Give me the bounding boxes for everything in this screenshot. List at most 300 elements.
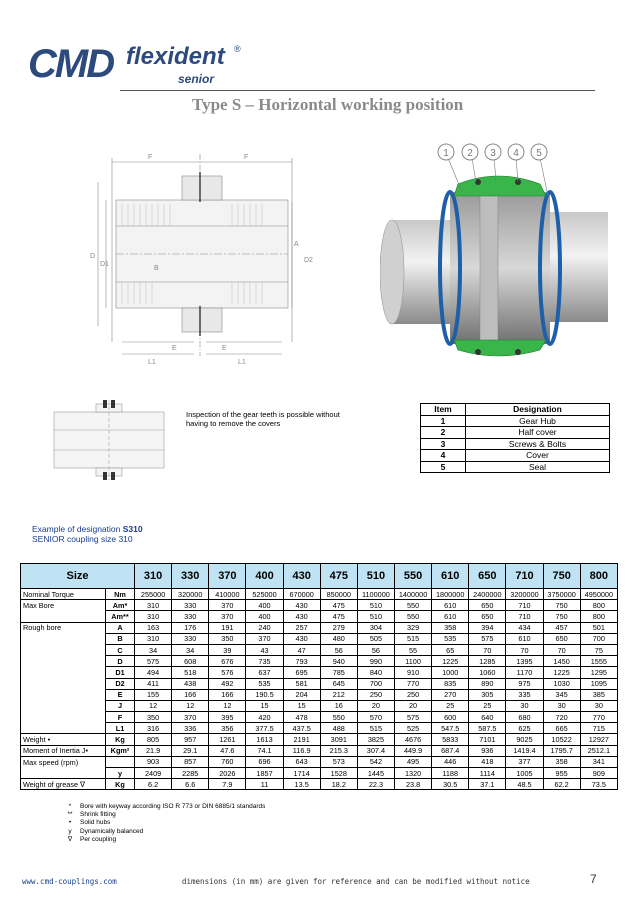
- spec-value-cell: 377: [506, 756, 543, 767]
- spec-value-cell: 750: [543, 611, 580, 622]
- spec-row: [21, 712, 618, 723]
- spec-value-cell: 1450: [543, 656, 580, 667]
- spec-value-cell: 535: [432, 633, 469, 644]
- spec-value-cell: 56: [320, 644, 357, 655]
- spec-value-cell: 1005: [506, 768, 543, 779]
- spec-value-cell: 166: [209, 689, 246, 700]
- spec-value-cell: 550: [395, 611, 432, 622]
- spec-value-cell: 25: [469, 700, 506, 711]
- spec-row: [21, 644, 618, 655]
- spec-value-cell: 676: [209, 656, 246, 667]
- spec-value-cell: 394: [469, 622, 506, 633]
- spec-value-cell: 955: [543, 768, 580, 779]
- spec-value-cell: 670000: [283, 589, 320, 600]
- footnote-line: [60, 836, 265, 844]
- spec-value-cell: 625: [506, 723, 543, 734]
- footnote-line: [60, 828, 265, 836]
- spec-value-cell: 510: [357, 600, 394, 611]
- spec-value-cell: 505: [357, 633, 394, 644]
- size-header-cell: 475: [320, 564, 357, 589]
- spec-value-cell: 358: [432, 622, 469, 633]
- spec-value-cell: 13.5: [283, 779, 320, 790]
- logo-product-text: flexident: [126, 43, 225, 70]
- spec-value-cell: 255000: [135, 589, 172, 600]
- designation-row: [421, 427, 610, 439]
- dim-label-d2: D2: [304, 257, 313, 264]
- spec-value-cell: 687.4: [432, 745, 469, 756]
- page-title: Type S – Horizontal working position: [192, 95, 464, 114]
- spec-value-cell: 23.8: [395, 779, 432, 790]
- spec-value-cell: 610: [432, 611, 469, 622]
- spec-value-cell: 770: [580, 712, 617, 723]
- designation-item-name: Half cover: [466, 427, 610, 439]
- spec-value-cell: 1225: [432, 656, 469, 667]
- spec-value-cell: 7101: [469, 734, 506, 745]
- example-prefix: Example of designation: [32, 524, 123, 534]
- spec-value-cell: 480: [320, 633, 357, 644]
- bolt: [103, 472, 107, 480]
- spec-value-cell: 430: [283, 600, 320, 611]
- spec-value-cell: 1555: [580, 656, 617, 667]
- spec-value-cell: 700: [357, 678, 394, 689]
- spec-value-cell: 400: [246, 600, 283, 611]
- spec-value-cell: 650: [469, 600, 506, 611]
- spec-value-cell: 400: [246, 611, 283, 622]
- spec-value-cell: 12: [172, 700, 209, 711]
- spec-value-cell: 310: [135, 611, 172, 622]
- spec-value-cell: 488: [320, 723, 357, 734]
- bolt: [103, 400, 107, 408]
- spec-row: [21, 667, 618, 678]
- spec-value-cell: 640: [469, 712, 506, 723]
- spec-value-cell: 2026: [209, 768, 246, 779]
- spec-value-cell: 336: [172, 723, 209, 734]
- footnote-text: Bore with keyway according ISO R 773 or DIN 6885/1 standards: [80, 803, 266, 810]
- designation-row: [421, 461, 610, 473]
- spec-value-cell: 212: [320, 689, 357, 700]
- spec-row-unit: J: [106, 700, 135, 711]
- spec-value-cell: 850000: [320, 589, 357, 600]
- logo-registered-mark: ®: [234, 44, 241, 54]
- cross-section-drawing: [82, 142, 322, 368]
- spec-value-cell: 176: [172, 622, 209, 633]
- spec-value-cell: 410000: [209, 589, 246, 600]
- spec-row: [21, 600, 618, 611]
- spec-value-cell: 542: [357, 756, 394, 767]
- spec-value-cell: 4676: [395, 734, 432, 745]
- spec-value-cell: 358: [543, 756, 580, 767]
- spec-value-cell: 166: [172, 689, 209, 700]
- spec-row: [21, 756, 618, 767]
- spec-value-cell: 430: [283, 633, 320, 644]
- logo-line-text: senior: [178, 72, 215, 86]
- spec-row-label: Max speed (rpm): [21, 756, 106, 767]
- spec-value-cell: 510: [357, 611, 394, 622]
- spec-value-cell: 665: [543, 723, 580, 734]
- spec-value-cell: 1170: [506, 667, 543, 678]
- spec-value-cell: 535: [246, 678, 283, 689]
- spec-value-cell: 21.9: [135, 745, 172, 756]
- spec-row: [21, 633, 618, 644]
- spec-value-cell: 576: [209, 667, 246, 678]
- designation-item-number: 3: [421, 438, 466, 450]
- spec-value-cell: 1795.7: [543, 745, 580, 756]
- spec-value-cell: 250: [357, 689, 394, 700]
- spec-value-cell: 1100: [395, 656, 432, 667]
- spec-value-cell: 20: [395, 700, 432, 711]
- spec-value-cell: 637: [246, 667, 283, 678]
- spec-value-cell: 494: [135, 667, 172, 678]
- spec-value-cell: 3750000: [543, 589, 580, 600]
- spec-value-cell: 525: [395, 723, 432, 734]
- spec-row: [21, 768, 618, 779]
- spec-value-cell: 155: [135, 689, 172, 700]
- spec-value-cell: 501: [580, 622, 617, 633]
- spec-value-cell: 29.1: [172, 745, 209, 756]
- spec-row-label: Max Bore: [21, 600, 106, 611]
- spec-value-cell: 975: [506, 678, 543, 689]
- footnote-symbol: **: [67, 811, 73, 819]
- gear-teeth-band: [480, 192, 498, 344]
- spec-value-cell: 1400000: [395, 589, 432, 600]
- spec-value-cell: 570: [357, 712, 394, 723]
- designation-row: [421, 450, 610, 462]
- spec-value-cell: 478: [283, 712, 320, 723]
- spec-value-cell: 316: [135, 723, 172, 734]
- spec-value-cell: 1188: [432, 768, 469, 779]
- spec-row-unit: Kg: [106, 779, 135, 790]
- spec-row-unit: y: [106, 768, 135, 779]
- spec-value-cell: 7.9: [209, 779, 246, 790]
- spec-value-cell: 3091: [320, 734, 357, 745]
- spec-value-cell: 10522: [543, 734, 580, 745]
- spec-row-label: [21, 700, 106, 711]
- spec-value-cell: 1395: [506, 656, 543, 667]
- spec-value-cell: 12: [135, 700, 172, 711]
- spec-value-cell: 1419.4: [506, 745, 543, 756]
- spec-value-cell: 395: [209, 712, 246, 723]
- footnote-symbol: ∇: [67, 835, 73, 843]
- spec-value-cell: 910: [395, 667, 432, 678]
- spec-value-cell: 310: [135, 600, 172, 611]
- designation-item-number: 2: [421, 427, 466, 439]
- spec-value-cell: 47: [283, 644, 320, 655]
- designation-header-name: Designation: [466, 404, 610, 416]
- spec-value-cell: 320000: [172, 589, 209, 600]
- spec-row-label: [21, 611, 106, 622]
- spec-value-cell: 30: [543, 700, 580, 711]
- spec-value-cell: 957: [172, 734, 209, 745]
- spec-value-cell: 785: [320, 667, 357, 678]
- spec-value-cell: 600: [432, 712, 469, 723]
- dim-label-d: D: [90, 253, 96, 260]
- spec-value-cell: 370: [209, 611, 246, 622]
- spec-value-cell: 475: [320, 600, 357, 611]
- spec-value-cell: 695: [283, 667, 320, 678]
- spec-value-cell: 330: [172, 633, 209, 644]
- spec-value-cell: 418: [469, 756, 506, 767]
- spec-value-cell: 446: [432, 756, 469, 767]
- spec-table: [20, 563, 618, 790]
- brand-logo: [28, 42, 258, 100]
- spec-value-cell: 495: [395, 756, 432, 767]
- inspection-drawing: [50, 400, 168, 480]
- spec-value-cell: 573: [320, 756, 357, 767]
- spec-value-cell: 65: [432, 644, 469, 655]
- spec-value-cell: 74.1: [246, 745, 283, 756]
- spec-value-cell: 5833: [432, 734, 469, 745]
- footnote-text: Dynamically balanced: [80, 827, 144, 835]
- spec-value-cell: 279: [320, 622, 357, 633]
- spec-value-cell: 2512.1: [580, 745, 617, 756]
- dim-label-e1: E: [172, 345, 177, 352]
- spec-row-unit: E: [106, 689, 135, 700]
- spec-value-cell: 800: [580, 611, 617, 622]
- spec-row-unit: L1: [106, 723, 135, 734]
- spec-value-cell: 411: [135, 678, 172, 689]
- spec-value-cell: 420: [246, 712, 283, 723]
- spec-value-cell: 857: [172, 756, 209, 767]
- spec-value-cell: 650: [543, 633, 580, 644]
- bolt: [111, 400, 115, 408]
- spec-row-unit: Nm: [106, 589, 135, 600]
- spec-value-cell: 307.4: [357, 745, 394, 756]
- spec-value-cell: 305: [469, 689, 506, 700]
- spec-row-label: [21, 678, 106, 689]
- spec-row-label: Moment of Inertia J•: [21, 745, 106, 756]
- spec-row-label: [21, 723, 106, 734]
- spec-row-unit: Kg: [106, 734, 135, 745]
- dim-label-d1: D1: [100, 261, 109, 268]
- callout-label-4: 4: [513, 148, 519, 159]
- spec-value-cell: 610: [432, 600, 469, 611]
- spec-row-label: Nominal Torque: [21, 589, 106, 600]
- size-header-cell: 400: [246, 564, 283, 589]
- size-header-cell: 430: [283, 564, 320, 589]
- spec-value-cell: 329: [395, 622, 432, 633]
- spec-value-cell: 34: [172, 644, 209, 655]
- spec-row: [21, 779, 618, 790]
- spec-value-cell: 1528: [320, 768, 357, 779]
- size-header-label: Size: [21, 564, 135, 589]
- spec-value-cell: 385: [580, 689, 617, 700]
- spec-value-cell: 191: [209, 622, 246, 633]
- size-header-cell: 800: [580, 564, 617, 589]
- spec-value-cell: 15: [246, 700, 283, 711]
- spec-value-cell: 710: [506, 600, 543, 611]
- designation-header-item: Item: [421, 404, 466, 416]
- footnote-line: [60, 803, 265, 811]
- dim-label-f1: F: [148, 154, 153, 161]
- gear-hub-body: [450, 192, 550, 344]
- spec-value-cell: 370: [172, 712, 209, 723]
- designation-row: [421, 415, 610, 427]
- spec-row-label: Weight of grease ∇: [21, 779, 106, 790]
- spec-row-unit: [106, 756, 135, 767]
- spec-value-cell: 990: [357, 656, 394, 667]
- spec-value-cell: 310: [135, 633, 172, 644]
- spec-row-unit: Am**: [106, 611, 135, 622]
- spec-value-cell: 434: [506, 622, 543, 633]
- spec-value-cell: 1714: [283, 768, 320, 779]
- spec-value-cell: 475: [320, 611, 357, 622]
- spec-value-cell: 2400000: [469, 589, 506, 600]
- spec-row: [21, 734, 618, 745]
- spec-row: [21, 656, 618, 667]
- spec-row-unit: C: [106, 644, 135, 655]
- footnote-line: [60, 819, 265, 827]
- spec-value-cell: 1285: [469, 656, 506, 667]
- spec-value-cell: 204: [283, 689, 320, 700]
- spec-row-unit: Kgm²: [106, 745, 135, 756]
- spec-value-cell: 793: [283, 656, 320, 667]
- spec-value-cell: 330: [172, 611, 209, 622]
- spec-value-cell: 800: [580, 600, 617, 611]
- spec-value-cell: 430: [283, 611, 320, 622]
- half-cover-top: [454, 176, 546, 196]
- size-header-cell: 330: [172, 564, 209, 589]
- spec-value-cell: 643: [283, 756, 320, 767]
- spec-value-cell: 525000: [246, 589, 283, 600]
- spec-value-cell: 518: [172, 667, 209, 678]
- spec-row-label: Weight •: [21, 734, 106, 745]
- spec-value-cell: 1295: [580, 667, 617, 678]
- spec-value-cell: 1320: [395, 768, 432, 779]
- shaft-end-face: [380, 220, 404, 324]
- designation-example: [32, 524, 143, 544]
- spec-row-label: [21, 633, 106, 644]
- spec-row-unit: D2: [106, 678, 135, 689]
- spec-header-row: [21, 564, 618, 589]
- size-header-cell: 610: [432, 564, 469, 589]
- spec-value-cell: 56: [357, 644, 394, 655]
- bolt: [515, 349, 521, 355]
- callout-label-2: 2: [467, 148, 473, 159]
- spec-value-cell: 215.3: [320, 745, 357, 756]
- spec-value-cell: 330: [172, 600, 209, 611]
- spec-value-cell: 575: [469, 633, 506, 644]
- spec-value-cell: 16: [320, 700, 357, 711]
- spec-value-cell: 370: [246, 633, 283, 644]
- spec-value-cell: 25: [432, 700, 469, 711]
- designation-item-number: 4: [421, 450, 466, 462]
- spec-value-cell: 34: [135, 644, 172, 655]
- spec-value-cell: 335: [506, 689, 543, 700]
- size-header-cell: 370: [209, 564, 246, 589]
- callout-label-5: 5: [536, 148, 542, 159]
- spec-value-cell: 43: [246, 644, 283, 655]
- footer-url[interactable]: www.cmd-couplings.com: [22, 877, 117, 886]
- spec-value-cell: 550: [395, 600, 432, 611]
- footnote-symbol: y: [68, 827, 72, 835]
- spec-value-cell: 550: [320, 712, 357, 723]
- spec-value-cell: 6.6: [172, 779, 209, 790]
- spec-value-cell: 715: [580, 723, 617, 734]
- spec-value-cell: 190.5: [246, 689, 283, 700]
- size-header-cell: 550: [395, 564, 432, 589]
- spec-value-cell: 345: [543, 689, 580, 700]
- spec-value-cell: 835: [432, 678, 469, 689]
- bolt: [111, 472, 115, 480]
- spec-value-cell: 240: [246, 622, 283, 633]
- spec-value-cell: 575: [135, 656, 172, 667]
- spec-value-cell: 18.2: [320, 779, 357, 790]
- spec-value-cell: 581: [283, 678, 320, 689]
- spec-row: [21, 622, 618, 633]
- spec-value-cell: 770: [395, 678, 432, 689]
- spec-row-unit: D: [106, 656, 135, 667]
- spec-value-cell: 547.5: [432, 723, 469, 734]
- spec-value-cell: 457: [543, 622, 580, 633]
- spec-value-cell: 680: [506, 712, 543, 723]
- spec-row-label: [21, 644, 106, 655]
- spec-value-cell: 515: [357, 723, 394, 734]
- spec-value-cell: 710: [506, 611, 543, 622]
- spec-value-cell: 437.5: [283, 723, 320, 734]
- spec-value-cell: 735: [246, 656, 283, 667]
- spec-value-cell: 73.5: [580, 779, 617, 790]
- spec-row-unit: A: [106, 622, 135, 633]
- spec-value-cell: 587.5: [469, 723, 506, 734]
- spec-value-cell: 6.2: [135, 779, 172, 790]
- spec-row-unit: B: [106, 633, 135, 644]
- example-line2: SENIOR coupling size 310: [32, 534, 133, 544]
- spec-value-cell: 1225: [543, 667, 580, 678]
- dim-label-f2: F: [244, 154, 249, 161]
- spec-value-cell: 2409: [135, 768, 172, 779]
- spec-value-cell: 39: [209, 644, 246, 655]
- spec-value-cell: 3825: [357, 734, 394, 745]
- designation-item-name: Screws & Bolts: [466, 438, 610, 450]
- spec-value-cell: 903: [135, 756, 172, 767]
- designation-row: [421, 438, 610, 450]
- spec-value-cell: 350: [135, 712, 172, 723]
- footnote-text: Shrink fitting: [80, 811, 116, 819]
- example-code: S310: [122, 524, 143, 534]
- spec-value-cell: 70: [469, 644, 506, 655]
- spec-row: [21, 723, 618, 734]
- spec-value-cell: 9025: [506, 734, 543, 745]
- spec-value-cell: 438: [172, 678, 209, 689]
- spec-value-cell: 55: [395, 644, 432, 655]
- designation-table: [420, 403, 610, 473]
- spec-row-unit: Am*: [106, 600, 135, 611]
- bolt: [475, 349, 481, 355]
- spec-value-cell: 356: [209, 723, 246, 734]
- spec-value-cell: 370: [209, 600, 246, 611]
- spec-value-cell: 257: [283, 622, 320, 633]
- spec-value-cell: 2285: [172, 768, 209, 779]
- spec-row: [21, 700, 618, 711]
- spec-value-cell: 890: [469, 678, 506, 689]
- spec-row: [21, 611, 618, 622]
- spec-value-cell: 70: [543, 644, 580, 655]
- spec-value-cell: 47.6: [209, 745, 246, 756]
- footnote-line: [60, 811, 265, 819]
- spec-value-cell: 696: [246, 756, 283, 767]
- spec-value-cell: 116.9: [283, 745, 320, 756]
- spec-row-label: Rough bore: [21, 622, 106, 633]
- page-number: 7: [590, 872, 597, 886]
- spec-value-cell: 304: [357, 622, 394, 633]
- spec-value-cell: 3200000: [506, 589, 543, 600]
- dim-label-e2: E: [222, 345, 227, 352]
- designation-header-row: [421, 404, 610, 416]
- spec-row-label: [21, 656, 106, 667]
- spec-value-cell: 75: [580, 644, 617, 655]
- spec-value-cell: 449.9: [395, 745, 432, 756]
- spec-value-cell: 645: [320, 678, 357, 689]
